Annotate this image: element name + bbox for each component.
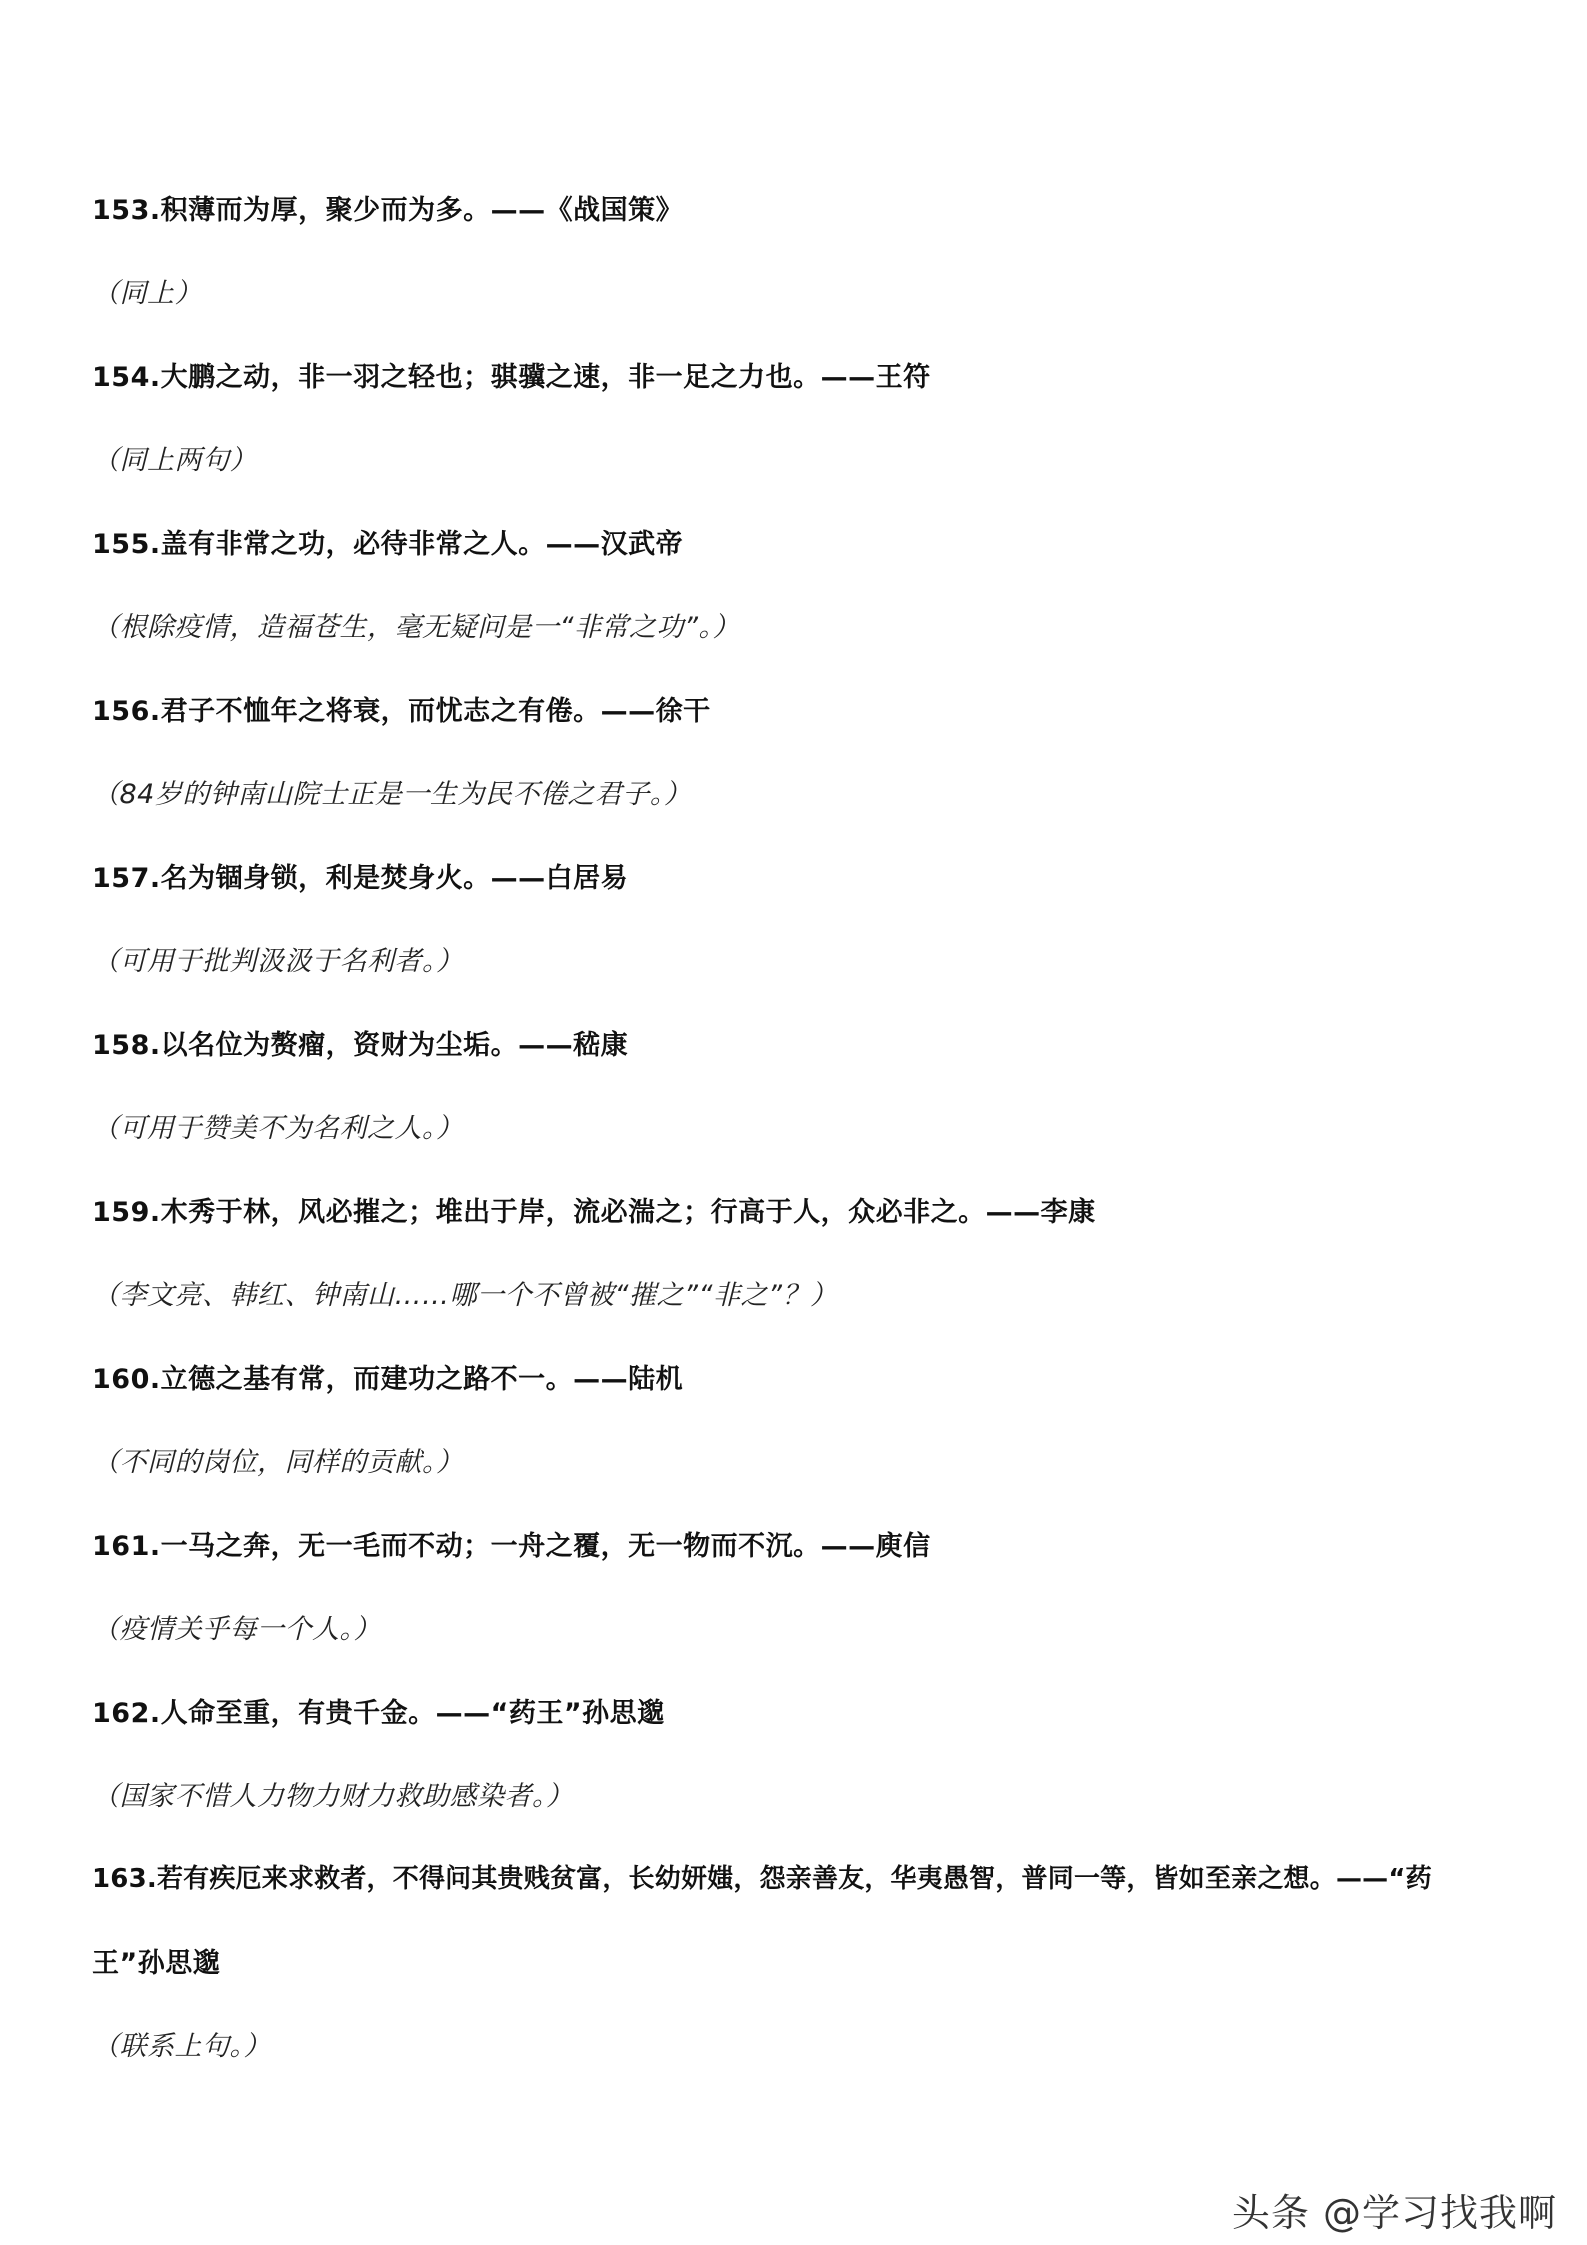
watermark: 头条 @学习找我啊 [1231, 2191, 1557, 2235]
note-156: （84岁的钟南山院士正是一生为民不倦之君子。） [92, 779, 692, 810]
note-158: （可用于赞美不为名利之人。） [92, 1113, 464, 1144]
note-159: （李文亮、韩红、钟南山……哪一个不曾被“摧之”“非之”？） [92, 1280, 838, 1311]
note-155: （根除疫情，造福苍生，毫无疑问是一“非常之功”。） [92, 612, 740, 643]
note-162: （国家不惜人力物力财力救助感染者。） [92, 1781, 574, 1812]
quote-155: 155.盖有非常之功，必待非常之人。——汉武帝 [92, 529, 684, 560]
note-161: （疫情关乎每一个人。） [92, 1614, 381, 1645]
quote-154: 154.大鹏之动，非一羽之轻也；骐骥之速，非一足之力也。——王符 [92, 362, 931, 393]
quote-156: 156.君子不恤年之将衰，而忧志之有倦。——徐干 [92, 696, 711, 727]
quote-162: 162.人命至重，有贵千金。——“药王”孙思邈 [92, 1698, 665, 1729]
quote-163-line2: 王”孙思邈 [92, 1948, 221, 1979]
quote-157: 157.名为锢身锁，利是焚身火。——白居易 [92, 863, 629, 894]
note-160: （不同的岗位，同样的贡献。） [92, 1447, 464, 1478]
quote-159: 159.木秀于林，风必摧之；堆出于岸，流必湍之；行高于人，众必非之。——李康 [92, 1197, 1096, 1228]
quote-163-line1: 163.若有疾厄来求救者，不得问其贵贱贫富，长幼妍媸，怨亲善友，华夷愚智，普同一等，皆如至亲之想。——“药 [92, 1864, 1432, 1894]
note-157: （可用于批判汲汲于名利者。） [92, 946, 464, 977]
note-153: （同上） [92, 278, 202, 309]
note-154: （同上两句） [92, 445, 257, 476]
quote-153: 153.积薄而为厚，聚少而为多。——《战国策》 [92, 195, 684, 226]
quote-158: 158.以名位为赘瘤，资财为尘垢。——嵇康 [92, 1030, 629, 1061]
quote-160: 160.立德之基有常，而建功之路不一。——陆机 [92, 1364, 684, 1395]
quote-161: 161.一马之奔，无一毛而不动；一舟之覆，无一物而不沉。——庾信 [92, 1531, 931, 1562]
note-163: （联系上句。） [92, 2031, 271, 2062]
